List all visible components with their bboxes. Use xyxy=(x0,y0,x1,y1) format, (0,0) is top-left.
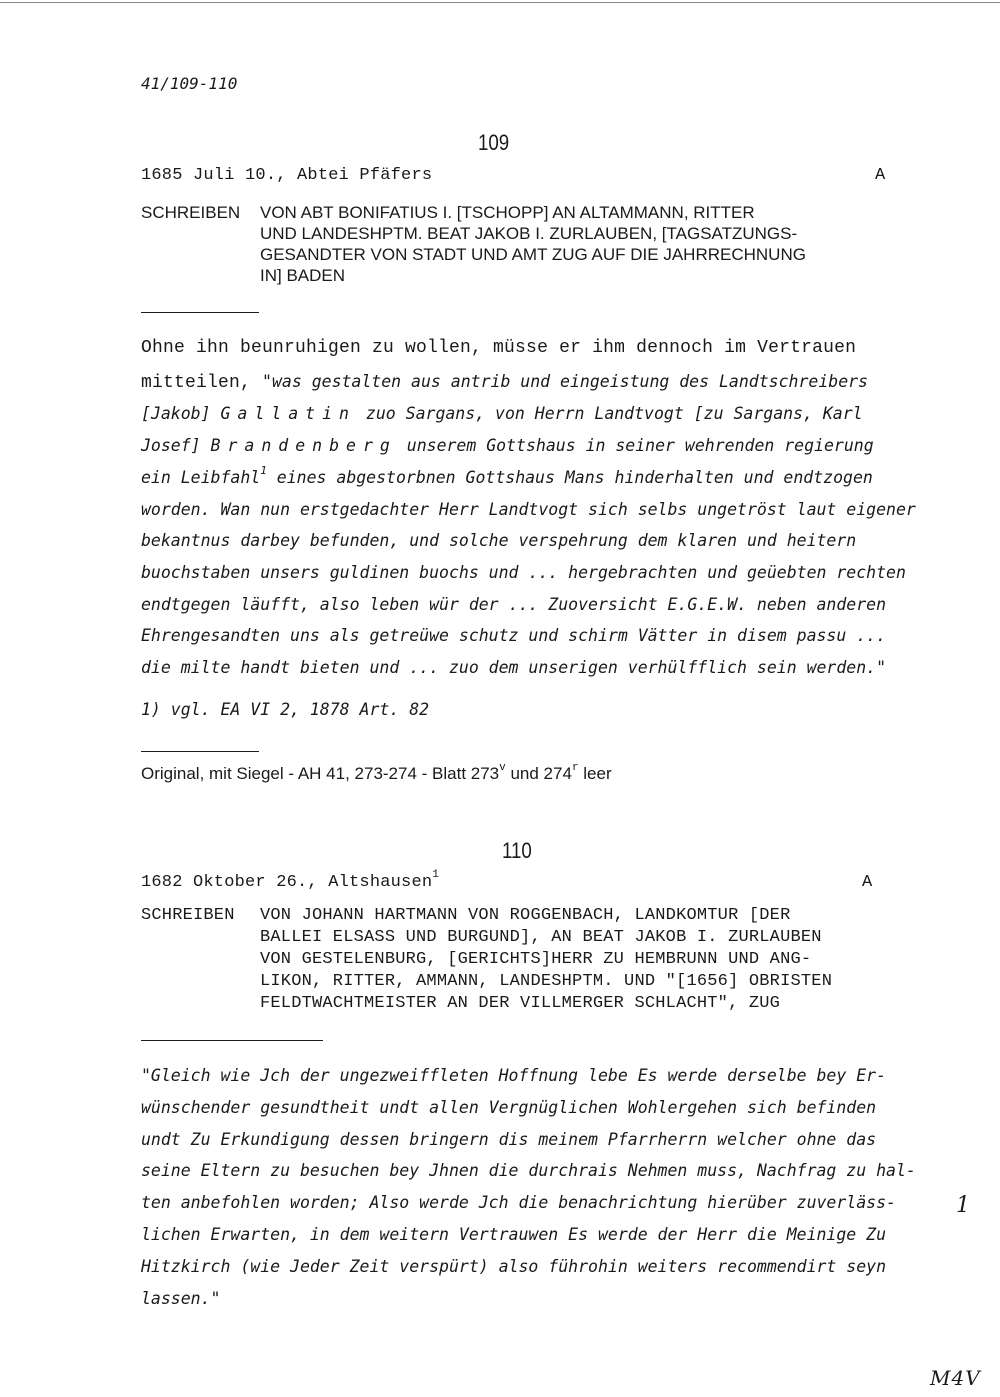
doc110-quote-line: seine Eltern zu besuchen bey Jhnen die durchrais Nehmen muss, Nachfrag zu hal- xyxy=(141,1161,916,1180)
document-number-109: 109 xyxy=(478,130,510,155)
doc109-summary-line: Ohne ihn beunruhigen zu wollen, müsse er ihm dennoch im Vertrauen xyxy=(141,338,857,358)
doc109-quote-line: buochstaben unsers guldinen buochs und ... hergebrachten und geüebten rechten xyxy=(141,563,906,582)
doc110-type-letter: A xyxy=(862,873,873,892)
recto-marker: r xyxy=(571,762,579,774)
doc109-heading-line: UND LANDESHPTM. BEAT JAKOB I. ZURLAUBEN, [TAGSATZUNGS- xyxy=(260,224,798,243)
doc110-date-place xyxy=(141,869,440,892)
doc110-heading-line: LIKON, RITTER, AMMANN, LANDESHPTM. UND "[1656] OBRISTEN xyxy=(260,972,833,991)
handwritten-page-note: M4V xyxy=(930,1366,981,1390)
doc110-heading-label: SCHREIBEN xyxy=(141,906,235,925)
doc109-person-name-brandenberg: Brandenberg xyxy=(210,436,397,455)
doc109-summary-prefix: mitteilen, xyxy=(141,373,263,393)
doc109-quote-text: Josef] xyxy=(141,436,211,455)
doc109-quote-line xyxy=(141,436,874,455)
doc109-quote-line: endtgegen läufft, also leben wür der ... Zuoversicht E.G.E.W. neben anderen xyxy=(141,595,887,614)
archive-reference: 41/109-110 xyxy=(141,74,238,93)
doc109-heading-label: SCHREIBEN xyxy=(141,203,241,222)
doc109-source-text: leer xyxy=(578,764,612,783)
doc109-footnote: 1) vgl. EA VI 2, 1878 Art. 82 xyxy=(141,700,430,719)
doc109-quote-line: die milte handt bieten und ... zuo dem unserigen verhülfflich sein werden." xyxy=(141,658,887,677)
doc110-quote-line: undt Zu Erkundigung dessen bringern dis meinem Pfarrherrn welcher ohne das xyxy=(141,1130,877,1149)
doc109-person-name-gallatin: Gallatin xyxy=(220,404,356,423)
doc110-quote-line: lichen Erwarten, in dem weitern Vertrauwen Es werde der Herr die Meinige Zu xyxy=(141,1225,887,1244)
doc109-heading-line: VON ABT BONIFATIUS I. [TSCHOPP] AN ALTAMMANN, RITTER xyxy=(260,203,755,222)
doc110-quote-line: ten anbefohlen worden; Also werde Jch die benachrichtung hierüber zuverläss- xyxy=(141,1193,896,1212)
doc109-type-letter: A xyxy=(875,166,886,185)
doc109-heading-line: IN] BADEN xyxy=(260,266,346,285)
footnote-marker: 1 xyxy=(432,869,440,881)
document-number-110: 110 xyxy=(502,838,532,863)
doc109-summary-quote-line xyxy=(141,372,868,393)
doc109-quote-text: zuo Sargans, von Herrn Landtvogt [zu Sargans, Karl xyxy=(355,404,863,423)
separator-rule xyxy=(141,751,259,752)
doc110-heading-line: VON JOHANN HARTMANN VON ROGGENBACH, LANDKOMTUR [DER xyxy=(260,906,791,925)
doc109-quote-line xyxy=(141,464,873,487)
doc109-source-text: Original, mit Siegel - AH 41, 273-274 - Blatt 273 xyxy=(141,764,500,783)
doc110-quote-line: wünschender gesundtheit undt allen Vergnüglichen Wohlergehen sich befinden xyxy=(141,1098,877,1117)
doc110-quote-line: lassen." xyxy=(141,1289,221,1308)
doc109-quote-line: worden. Wan nun erstgedachter Herr Landtvogt sich selbs ungetröst laut eigener xyxy=(141,500,916,519)
doc110-date-place-text: 1682 Oktober 26., Altshausen xyxy=(141,873,433,892)
verso-marker: v xyxy=(499,762,506,774)
doc110-heading-line: BALLEI ELSASS UND BURGUND], AN BEAT JAKOB I. ZURLAUBEN xyxy=(260,928,822,947)
doc110-quote-line: Hitzkirch (wie Jeder Zeit verspürt) also führohin weiters recommendirt seyn xyxy=(141,1257,887,1276)
doc109-date-place: 1685 Juli 10., Abtei Pfäfers xyxy=(141,166,433,185)
page-top-edge xyxy=(0,2,1000,3)
doc109-source-line xyxy=(141,764,612,784)
doc109-quote-line xyxy=(141,404,863,423)
doc109-quote-text: "was gestalten aus antrib und eingeistung des Landtschreibers xyxy=(262,372,868,391)
doc110-heading-line: FELDTWACHTMEISTER AN DER VILLMERGER SCHLACHT", ZUG xyxy=(260,994,781,1013)
doc110-heading-line: VON GESTELENBURG, [GERICHTS]HERR ZU HEMBRUNN UND ANG- xyxy=(260,950,812,969)
doc109-quote-text: eines abgestorbnen Gottshaus Mans hinderhalten und endtzogen xyxy=(266,468,873,487)
doc110-quote-line: "Gleich wie Jch der ungezweiffleten Hoffnung lebe Es werde derselbe bey Er- xyxy=(141,1066,887,1085)
doc109-quote-text: [Jakob] xyxy=(141,404,221,423)
doc109-quote-text: unserem Gottshaus in seiner wehrenden regierung xyxy=(396,436,874,455)
handwritten-margin-note: 1 xyxy=(956,1193,970,1218)
separator-rule xyxy=(141,312,259,313)
doc109-heading-line: GESANDTER VON STADT UND AMT ZUG AUF DIE JAHRRECHNUNG xyxy=(260,245,806,264)
doc109-quote-line: bekantnus darbey befunden, und solche verspehrung dem klaren und heitern xyxy=(141,531,857,550)
doc109-source-text: und 274 xyxy=(505,764,572,783)
doc109-quote-text: ein Leibfahl xyxy=(141,468,261,487)
footnote-marker: 1 xyxy=(260,464,267,477)
doc109-quote-line: Ehrengesandten uns als getreüwe schutz und schirm Vätter in disem passu ... xyxy=(141,626,887,645)
separator-rule xyxy=(141,1040,323,1041)
